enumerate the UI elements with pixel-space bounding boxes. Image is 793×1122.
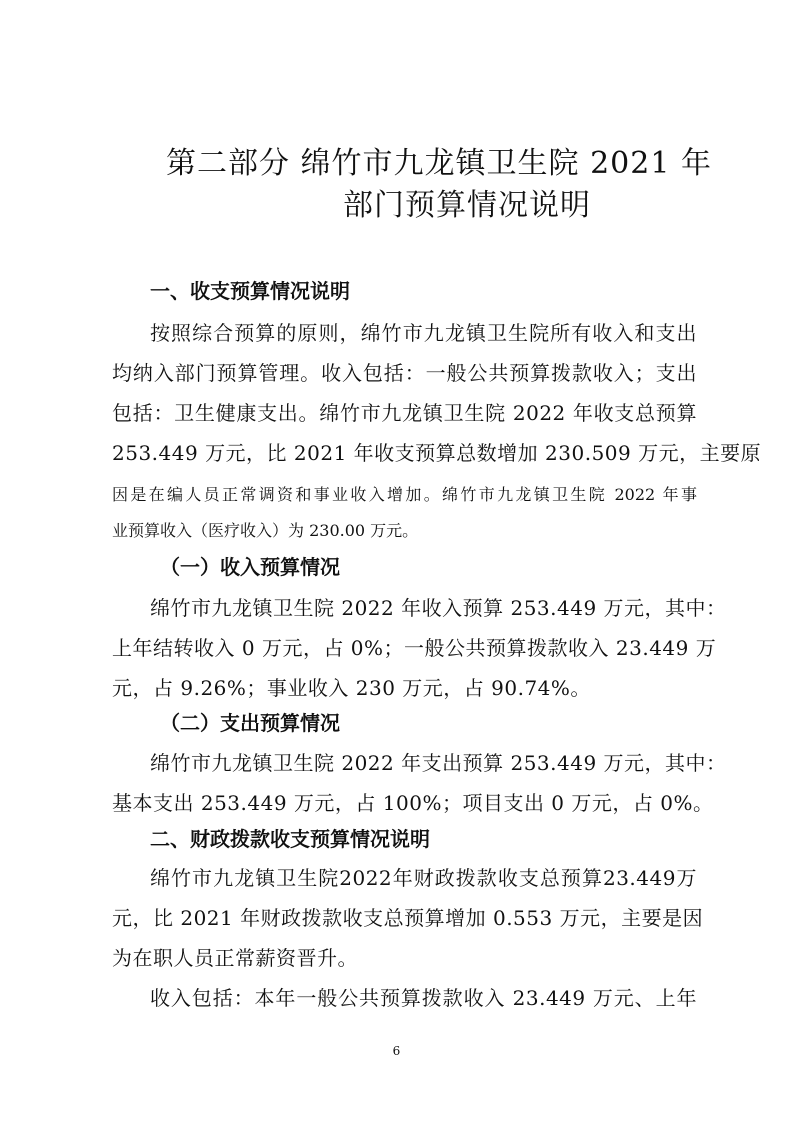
page-number: 6 (392, 1044, 401, 1058)
income-budget-line: 元，占 9.26%；事业收入 230 万元，占 90.74%。 (112, 676, 591, 700)
expense-budget-line: 绵竹市九龙镇卫生院 2022 年支出预算 253.449 万元，其中： (150, 751, 727, 775)
document-title-line-2: 部门预算情况说明 (343, 188, 591, 223)
section-1-paragraph-line: 业预算收入（医疗收入）为 230.00 万元。 (112, 521, 419, 540)
section-2-paragraph-line: 绵竹市九龙镇卫生院2022年财政拨款收支总预算23.449万 (150, 866, 697, 890)
section-1-paragraph-line: 包括：卫生健康支出。绵竹市九龙镇卫生院 2022 年收支总预算 (112, 401, 697, 425)
section-2-paragraph-line: 为在职人员正常薪资晋升。 (112, 946, 358, 970)
section-1-paragraph-line: 均纳入部门预算管理。收入包括：一般公共预算拨款收入；支出 (112, 361, 697, 385)
document-title-line-1: 第二部分 绵竹市九龙镇卫生院 2021 年 (166, 146, 712, 181)
income-budget-line: 绵竹市九龙镇卫生院 2022 年收入预算 253.449 万元，其中： (150, 596, 727, 620)
section-2-heading: 二、财政拨款收支预算情况说明 (150, 827, 430, 851)
section-2-paragraph-line: 元，比 2021 年财政拨款收支总预算增加 0.553 万元，主要是因 (112, 906, 704, 930)
section-1-paragraph-line: 因是在编人员正常调资和事业收入增加。绵竹市九龙镇卫生院 2022 年事 (112, 485, 697, 504)
income-budget-heading: （一）收入预算情况 (160, 555, 340, 579)
expense-budget-heading: （二）支出预算情况 (160, 711, 340, 735)
expense-budget-line: 基本支出 253.449 万元，占 100%；项目支出 0 万元，占 0%。 (112, 791, 714, 815)
section-2-paragraph-line: 收入包括：本年一般公共预算拨款收入 23.449 万元、上年 (150, 986, 697, 1010)
section-1-paragraph-line: 按照综合预算的原则，绵竹市九龙镇卫生院所有收入和支出 (150, 321, 697, 345)
section-1-heading: 一、收支预算情况说明 (150, 279, 350, 303)
income-budget-line: 上年结转收入 0 万元，占 0%；一般公共预算拨款收入 23.449 万 (112, 636, 717, 660)
section-1-paragraph-line: 253.449 万元，比 2021 年收支预算总数增加 230.509 万元，主要原 (112, 441, 762, 465)
